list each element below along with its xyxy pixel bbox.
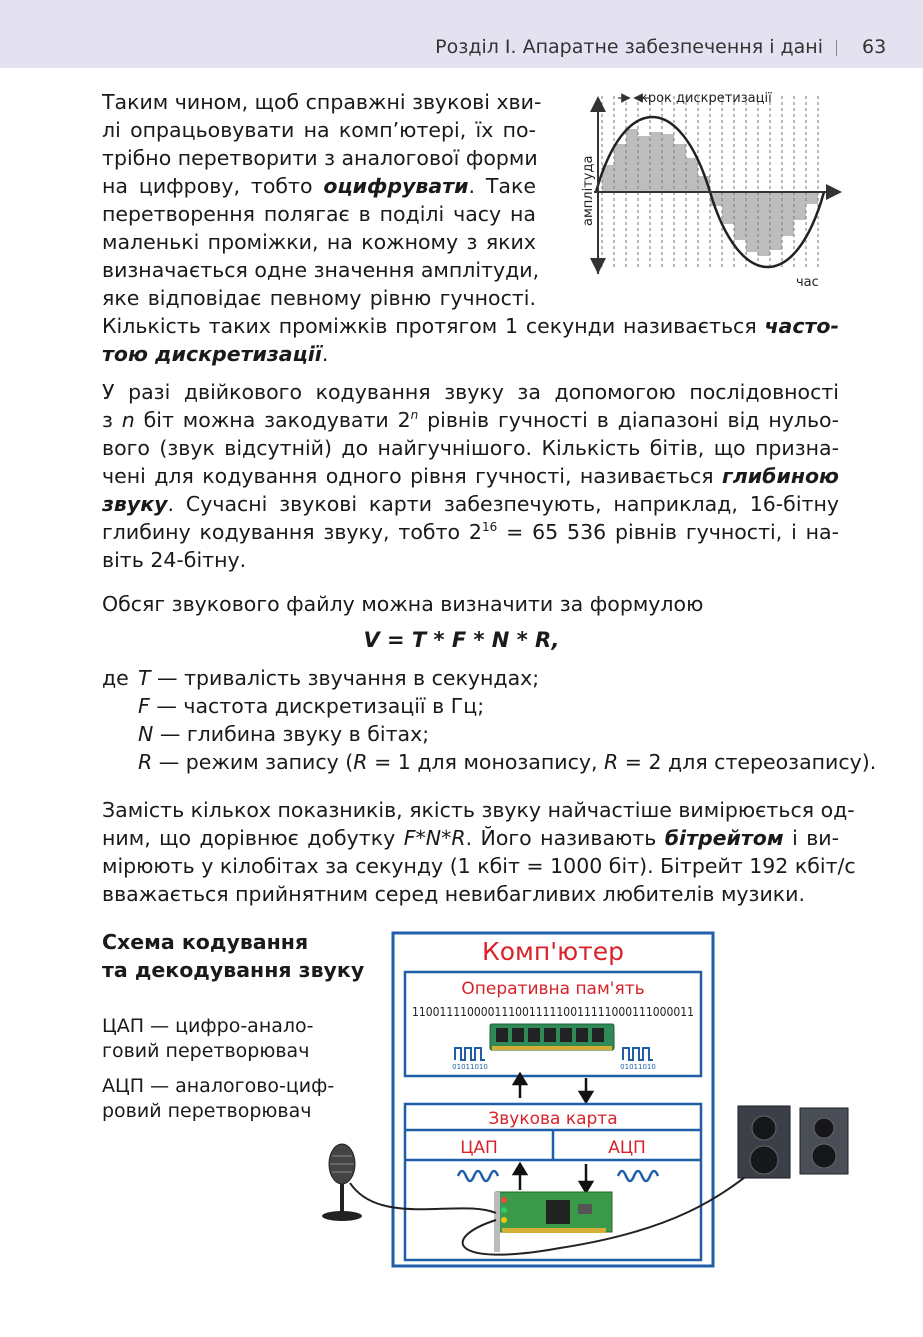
- para2-line: [102, 518, 839, 546]
- term-digitize: оцифрувати: [323, 174, 469, 198]
- text: = 2 для стереозапису).: [618, 750, 877, 774]
- bit-string: 11001111000011100111110011111000111000011: [412, 1004, 694, 1019]
- sound-coding-diagram: [310, 928, 870, 1273]
- computer-label: Комп'ютер: [482, 937, 624, 966]
- def-where: де: [102, 666, 129, 690]
- note-line: АЦП — аналогово-циф-: [102, 1075, 335, 1097]
- text: .: [321, 342, 329, 366]
- text: — глибина звуку в бітах;: [153, 722, 430, 746]
- para2-line: [102, 490, 839, 518]
- text: Кількість таких проміжків протягом 1 секунди називається: [102, 314, 765, 338]
- para3-line: Обсяг звукового файлу можна визначити за формулою: [102, 592, 704, 616]
- para2-line: [102, 462, 839, 490]
- dac-label: ЦАП: [460, 1138, 498, 1158]
- sampling-wave-figure: [572, 84, 842, 294]
- para1-line: [102, 172, 536, 200]
- text: . Його називають: [465, 826, 665, 850]
- var-r: R: [604, 750, 619, 774]
- title-line: Схема кодування: [102, 930, 309, 954]
- para2-line: віть 24-бітну.: [102, 548, 247, 572]
- text: = 1 для монозапису,: [367, 750, 605, 774]
- term-sampling-rate: тою дискретизації: [102, 342, 322, 366]
- term-bit-depth: глибиною: [722, 464, 839, 488]
- page-header: [0, 0, 923, 68]
- var-f: F: [138, 694, 150, 718]
- text: — режим запису (: [152, 750, 354, 774]
- small-bit-label: 01011010: [620, 1063, 656, 1071]
- para1-line: яке відповідає певному рівню гучності.: [102, 286, 536, 310]
- microphone-icon: [322, 1144, 362, 1221]
- para1-line: маленькі проміжки, на кожному з яких: [102, 230, 536, 254]
- term-bitrate: бітрейтом: [664, 826, 784, 850]
- x-axis-label: час: [796, 275, 819, 290]
- text: біт можна закодувати 2: [134, 408, 411, 432]
- text: ним, що дорівнює добутку: [102, 826, 404, 850]
- para1-line: перетворення полягає в поділі часу на: [102, 202, 536, 226]
- var-t: T: [138, 666, 151, 690]
- product-expression: F*N*R: [403, 826, 466, 850]
- para4-line: Замість кількох показників, якість звуку найчастіше вимірюється од-: [102, 798, 855, 822]
- para2-line: вого (звук відсутній) до найгучнішого. Кількість бітів, що призна-: [102, 436, 839, 460]
- ram-module-icon: [490, 1024, 614, 1050]
- page-number: 63: [862, 36, 887, 58]
- text: . Таке: [468, 174, 536, 198]
- text: і ви-: [783, 826, 840, 850]
- adc-note: [102, 1074, 334, 1124]
- section-title: Розділ І. Апаратне забезпечення і дані: [435, 36, 823, 58]
- y-axis-label: амплітуда: [581, 155, 596, 226]
- para1-line: Таким чином, щоб справжні звукові хви-: [102, 90, 542, 114]
- para1-line: трібно перетворити з аналогової форми: [102, 146, 538, 170]
- def-f: [138, 692, 484, 720]
- para4-line: вважається прийнятним серед невибагливих любителів музики.: [102, 882, 805, 906]
- text: глибину кодування звуку, тобто 2: [102, 520, 482, 544]
- text: = 65 536 рівнів гучності, і на-: [497, 520, 840, 544]
- ram-label: Оперативна пам'ять: [461, 979, 645, 999]
- note-line: ровий перетворювач: [102, 1100, 312, 1122]
- text: — частота дискретизації в Гц;: [149, 694, 485, 718]
- note-line: ЦАП — цифро-анало-: [102, 1015, 314, 1037]
- var-n: n: [121, 408, 135, 432]
- text: — тривалість звучання в секундах;: [150, 666, 540, 690]
- adc-label: АЦП: [608, 1138, 646, 1158]
- header-divider: [836, 40, 837, 56]
- para1-line: [102, 312, 839, 340]
- text: рівнів гучності в діапазоні від нульо-: [418, 408, 839, 432]
- def-t: [138, 664, 539, 692]
- term-sampling-rate: часто-: [764, 314, 839, 338]
- var-n: N: [138, 722, 154, 746]
- para1-line: [102, 340, 328, 368]
- file-size-formula: V = T * F * N * R,: [363, 628, 560, 652]
- def-r: [138, 748, 876, 776]
- exponent: n: [410, 408, 419, 423]
- var-r: R: [353, 750, 368, 774]
- para2-line: [102, 406, 839, 434]
- text: чені для кодування одного рівня гучності, називається: [102, 464, 723, 488]
- text: з: [102, 408, 122, 432]
- term-bit-depth: звуку: [102, 492, 168, 516]
- dac-note: [102, 1014, 314, 1064]
- small-bit-label: 01011010: [452, 1063, 488, 1071]
- para4-line: мірюють у кілобітах за секунду (1 кбіт = 1000 біт). Бітрейт 192 кбіт/с: [102, 854, 856, 878]
- speakers-icon: [738, 1106, 848, 1178]
- para4-line: [102, 824, 839, 852]
- para1-line: визначається одне значення амплітуди,: [102, 258, 540, 282]
- exponent: 16: [481, 520, 498, 535]
- text: . Сучасні звукові карти забезпечують, наприклад, 16-бітну: [167, 492, 839, 516]
- step-label: крок дискретизації: [640, 91, 772, 106]
- para1-line: лі опрацьовувати на комп’ютері, їх по-: [102, 118, 536, 142]
- note-line: говий перетворювач: [102, 1040, 310, 1062]
- text: на цифрову, тобто: [102, 174, 324, 198]
- def-n: [138, 720, 429, 748]
- title-line: та декодування звуку: [102, 958, 365, 982]
- sound-card-label: Звукова карта: [488, 1109, 618, 1129]
- para2-line: У разі двійкового кодування звуку за допомогою послідовності: [102, 380, 839, 404]
- var-r: R: [138, 750, 153, 774]
